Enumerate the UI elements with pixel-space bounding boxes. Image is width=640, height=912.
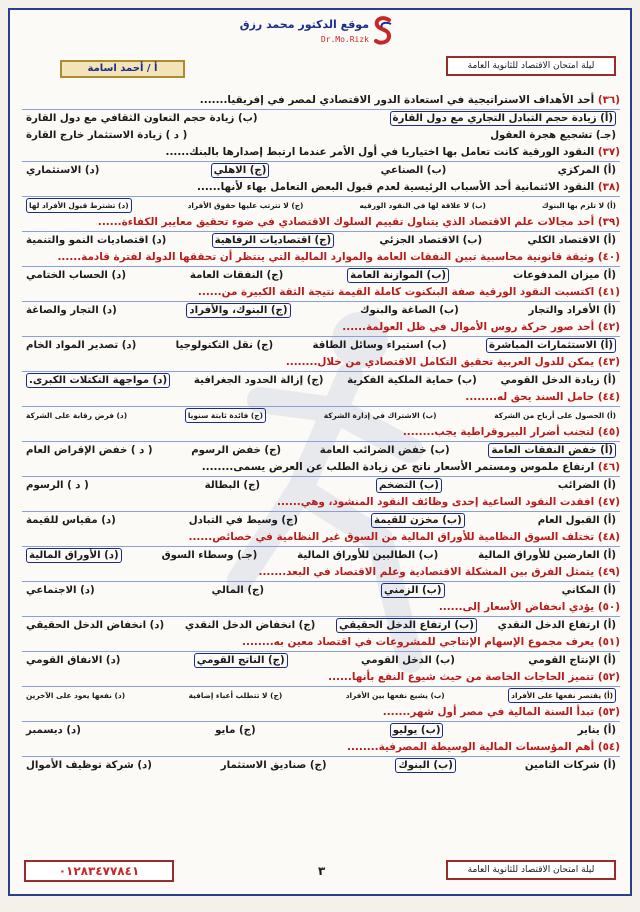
question-text: يتمثل الفرق بين المشكلة الاقتصادية وعلم الاقتصاد في البعد.......	[258, 566, 595, 578]
page-footer	[18, 860, 622, 884]
answer-option: (ج) وسيط في التبادل	[188, 515, 298, 526]
question-text: أحد صور حركة روس الأموال في ظل العولمة......	[342, 321, 595, 333]
answer-option: (د) تصدير المواد الخام	[26, 340, 137, 351]
question-stem	[22, 704, 620, 722]
page-header	[16, 14, 624, 74]
question-stem	[22, 564, 620, 582]
correct-answer-option: (ج) اقتصاديات الرفاهية	[212, 233, 335, 248]
question-text: النقود الائتمانية أحد الأسباب الرئيسية لعدم قبول البعض التعامل بهاء لأنها......	[196, 181, 595, 193]
answer-option: (ج) انخفاض الدخل النقدي	[184, 620, 316, 631]
exam-page	[8, 8, 632, 896]
question-stem	[22, 494, 620, 512]
answer-option: (أ) الأفراد والتجار	[528, 305, 616, 316]
logo-s-icon	[373, 16, 393, 46]
answer-option: (أ) يناير	[577, 725, 616, 736]
answer-options	[22, 407, 620, 424]
answer-option: ( د ) زيادة الاستثمار خارج القارة	[26, 130, 188, 141]
answer-options	[22, 197, 620, 214]
question-text: وثيقة قانونية محاسبية تبين النفقات العامة والموارد المالية التي ينتظر أن تحققها الدولة لفترة قادمة......	[57, 251, 595, 263]
answer-option: (د) اقتصاديات النمو والتنمية	[26, 235, 167, 246]
correct-answer-option: (ب) يوليو	[390, 723, 444, 738]
questions-list	[22, 92, 620, 774]
correct-answer-option: (د) تشترط قبول الأفراد لها	[26, 198, 132, 213]
answer-options	[22, 582, 620, 599]
question-stem	[22, 354, 620, 372]
question-text: تبدأ السنة المالية في مصر أول شهر.......	[382, 706, 595, 718]
answer-option: (د) ديسمبر	[26, 725, 81, 736]
answer-option: (أ) زيادة الدخل القومي	[500, 375, 616, 386]
answer-option: (ب) الدخل القومي	[360, 655, 455, 666]
question-number: (٤٩)	[597, 566, 620, 578]
answer-option: (ج) إزالة الحدود الجغرافية	[193, 375, 324, 386]
footer-title-box: ليلة امتحان الاقتصاد للثانوية العامة	[446, 860, 616, 880]
correct-answer-option: (أ) يقتصر نفعها على الأفراد	[508, 688, 616, 703]
correct-answer-option: (ب) مخزن للقيمة	[371, 513, 465, 528]
question-text: يمكن للدول العربية تحقيق التكامل الاقتصادي من خلال........	[285, 356, 595, 368]
answer-option: (ب) الاقتصاد الجزئي	[379, 235, 483, 246]
answer-options	[22, 652, 620, 669]
answer-option: (ب) الاشتراك في إدارة الشركة	[323, 411, 437, 420]
answer-option: (د) فرض رقابة على الشركة	[26, 411, 128, 420]
question-text: لتجنب أضرار البيروقراطية يجب........	[402, 426, 595, 438]
question-number: (٥١)	[597, 636, 620, 648]
answer-options	[22, 337, 620, 354]
question-stem	[22, 739, 620, 757]
question-number: (٣٩)	[597, 216, 620, 228]
answer-option: (ج) صناديق الاستثمار	[220, 760, 327, 771]
answer-option: (د) شركة توظيف الأموال	[26, 760, 152, 771]
answer-option: (ج) المالي	[211, 585, 264, 596]
answer-option: (ب) يشيع نفعها بين الأفراد	[345, 691, 445, 700]
answer-option: (ب) زيادة حجم التعاون الثقافي مع دول القارة	[26, 113, 258, 124]
answer-option: ( د ) الرسوم	[26, 480, 89, 491]
correct-answer-option: (ب) البنوك	[395, 758, 455, 773]
answer-options	[22, 757, 620, 774]
answer-option: (د) الحساب الختامي	[26, 270, 127, 281]
answer-option: (د) الاستثماري	[26, 165, 100, 176]
question-stem	[22, 529, 620, 547]
question-text: يؤدي انخفاض الأسعار إلى......	[438, 601, 595, 613]
question-text: حامل السند يحق له........	[465, 391, 595, 403]
question-number: (٥٢)	[597, 671, 620, 683]
question-stem	[22, 144, 620, 162]
question-number: (٤٣)	[597, 356, 620, 368]
question-stem	[22, 179, 620, 197]
correct-answer-option: (ج) البنوك، والأفراد	[186, 303, 290, 318]
answer-option: (أ) شركات التامين	[524, 760, 616, 771]
correct-answer-option: (ج) الناتج القومي	[194, 653, 288, 668]
question-stem	[22, 319, 620, 337]
question-text: أحد الأهداف الاستراتيجية في استعادة الدور الاقتصادي لمصر في إفريقيا.......	[199, 94, 595, 106]
answer-option: (ج) البطالة	[204, 480, 261, 491]
question-stem	[22, 634, 620, 652]
answer-option: (ب) خفض الضرائب العامة	[319, 445, 450, 456]
answer-options	[22, 110, 620, 127]
answer-option: (ج) خفض الرسوم	[191, 445, 282, 456]
logo-text: موقع الدكتور محمد رزق	[239, 18, 369, 31]
answer-option: (أ) الإنتاج القومي	[528, 655, 616, 666]
answer-option: (ب) الطالبين للأوراق المالية	[297, 550, 439, 561]
answer-options	[22, 232, 620, 249]
logo-subtext: Dr.Mo.Rizk	[320, 35, 369, 44]
answer-option: (د) انخفاض الدخل الحقيقي	[26, 620, 165, 631]
answer-option: (أ) ميزان المدفوعات	[513, 270, 616, 281]
answer-option: (د) الاجتماعي	[26, 585, 95, 596]
question-number: (٥٠)	[597, 601, 620, 613]
question-text: تختلف السوق النظامية للأوراق المالية من السوق غير النظامية في خصائص......	[188, 531, 595, 543]
answer-option: (أ) ارتفاع الدخل النقدي	[497, 620, 616, 631]
answer-options	[22, 127, 620, 144]
question-number: (٣٦)	[597, 94, 620, 106]
correct-answer-option: (ب) التضخم	[376, 478, 442, 493]
question-number: (٤٤)	[597, 391, 620, 403]
question-stem	[22, 669, 620, 687]
correct-answer-option: (أ) الاستثمارات المباشرة	[486, 338, 616, 353]
question-number: (٤٥)	[597, 426, 620, 438]
question-stem	[22, 214, 620, 232]
question-stem	[22, 389, 620, 407]
question-number: (٤٧)	[597, 496, 620, 508]
answer-option: (أ) العارضين للأوراق المالية	[478, 550, 616, 561]
answer-options	[22, 267, 620, 284]
correct-answer-option: (د) الأوراق المالية	[26, 548, 122, 563]
answer-option: (أ) المكاني	[561, 585, 616, 596]
correct-answer-option: (ب) الموازنة العامة	[347, 268, 449, 283]
question-stem	[22, 284, 620, 302]
answer-option: (ب) الصاغة والبنوك	[360, 305, 459, 316]
phone-number-box: ٠١٢٨٣٤٧٧٨٤١	[24, 860, 174, 882]
answer-options	[22, 512, 620, 529]
exam-title-box: ليلة امتحان الاقتصاد للثانوية العامة	[446, 56, 616, 76]
correct-answer-option: (أ) خفض النفقات العامة	[488, 443, 616, 458]
answer-option: (ج) نقل التكنولوجيا	[175, 340, 274, 351]
author-box: أ / أحمد اسامة	[60, 60, 185, 78]
question-number: (٤٨)	[597, 531, 620, 543]
answer-option: (أ) الضرائب	[557, 480, 616, 491]
answer-options	[22, 302, 620, 319]
answer-option: (د) التجار والصاغة	[26, 305, 117, 316]
answer-option: (أ) المركزي	[557, 165, 616, 176]
answer-option: (أ) لا تلزم بها البنوك	[541, 201, 616, 210]
answer-option: (ج) لا تترتب عليها حقوق الأفراد	[187, 201, 304, 210]
question-text: أحد مجالات علم الاقتصاد الذي يتناول تقييم السلوك الاقتصادي في ضوء تحقيق معايير الكفاءة......	[97, 216, 595, 228]
answer-option: ( د ) خفض الإقراض العام	[26, 445, 153, 456]
answer-options	[22, 687, 620, 704]
question-stem	[22, 249, 620, 267]
question-text: افقدت النقود الساعية إحدى وظائف النقود المنشود، وهي......	[277, 496, 595, 508]
answer-option: (أ) الاقتصاد الكلي	[527, 235, 616, 246]
answer-option: (ب) الصناعي	[380, 165, 447, 176]
answer-option: (د) مقياس للقيمة	[26, 515, 116, 526]
question-text: أهم المؤسسات المالية الوسيطة المصرفية........	[347, 741, 595, 753]
correct-answer-option: (د) مواجهة التكتلات الكبرى.	[26, 373, 170, 388]
question-number: (٣٧)	[597, 146, 620, 158]
answer-options	[22, 162, 620, 179]
answer-option: (جـ) تشجيع هجرة العقول	[490, 130, 616, 141]
question-number: (٥٣)	[597, 706, 620, 718]
question-number: (٤٢)	[597, 321, 620, 333]
answer-option: (ج) النفقات العامة	[189, 270, 284, 281]
answer-option: (جـ) وسطاء السوق	[161, 550, 258, 561]
question-stem	[22, 424, 620, 442]
question-number: (٣٨)	[597, 181, 620, 193]
question-number: (٤٦)	[597, 461, 620, 473]
answer-option: (ب) لا علاقة لها في النقود الورقيه	[359, 201, 486, 210]
answer-options	[22, 477, 620, 494]
answer-option: (د) الانفاق القومي	[26, 655, 121, 666]
question-text: تتميز الحاجات الخاصة من حيث شيوع النفع بأنها......	[328, 671, 595, 683]
answer-option: (ج) لا تتطلب أعباء إضافية	[188, 691, 283, 700]
correct-answer-option: (ب) ارتفاع الدخل الحقيقي	[336, 618, 477, 633]
answer-options	[22, 372, 620, 389]
question-number: (٤١)	[597, 286, 620, 298]
answer-option: (ب) حماية الملكية الفكرية	[347, 375, 477, 386]
question-stem	[22, 92, 620, 110]
answer-option: (أ) القبول العام	[537, 515, 616, 526]
answer-option: (ج) مايو	[215, 725, 256, 736]
answer-options	[22, 617, 620, 634]
question-text: النقود الورقية كانت تعامل بها اختياريا في أول الأمر عندما ارتبط إصدارها بالبنك......	[165, 146, 595, 158]
site-logo	[239, 14, 401, 58]
correct-answer-option: (ب) الزمني	[381, 583, 445, 598]
correct-answer-option: (ج) فائدة ثابتة سنويا	[185, 408, 266, 423]
answer-options	[22, 442, 620, 459]
correct-answer-option: (ج) الاهلي	[211, 163, 270, 178]
question-stem	[22, 459, 620, 477]
answer-option: (أ) الحصول على أرباح من الشركة	[494, 411, 616, 420]
answer-options	[22, 547, 620, 564]
question-text: يعرف مجموع الإسهام الإنتاجي للمشروعات في اقتصاد معين به........	[242, 636, 595, 648]
page-number: ٣	[318, 864, 326, 878]
answer-option: (د) نفعها يعود على الآخرين	[26, 691, 126, 700]
question-text: اكتسبت النقود الورقية صفة البنكنوت كاملة القيمة نتيجة الثقة الكبيرة من......	[197, 286, 595, 298]
question-text: ارتفاع ملموس ومستمر الأسعار ناتج عن زيادة الطلب عن العرض يسمى........	[201, 461, 595, 473]
correct-answer-option: (أ) زيادة حجم التبادل التجاري مع دول القارة	[390, 111, 616, 126]
answer-options	[22, 722, 620, 739]
question-number: (٤٠)	[597, 251, 620, 263]
question-number: (٥٤)	[597, 741, 620, 753]
answer-option: (ب) استيراء وسائل الطاقة	[312, 340, 447, 351]
question-stem	[22, 599, 620, 617]
